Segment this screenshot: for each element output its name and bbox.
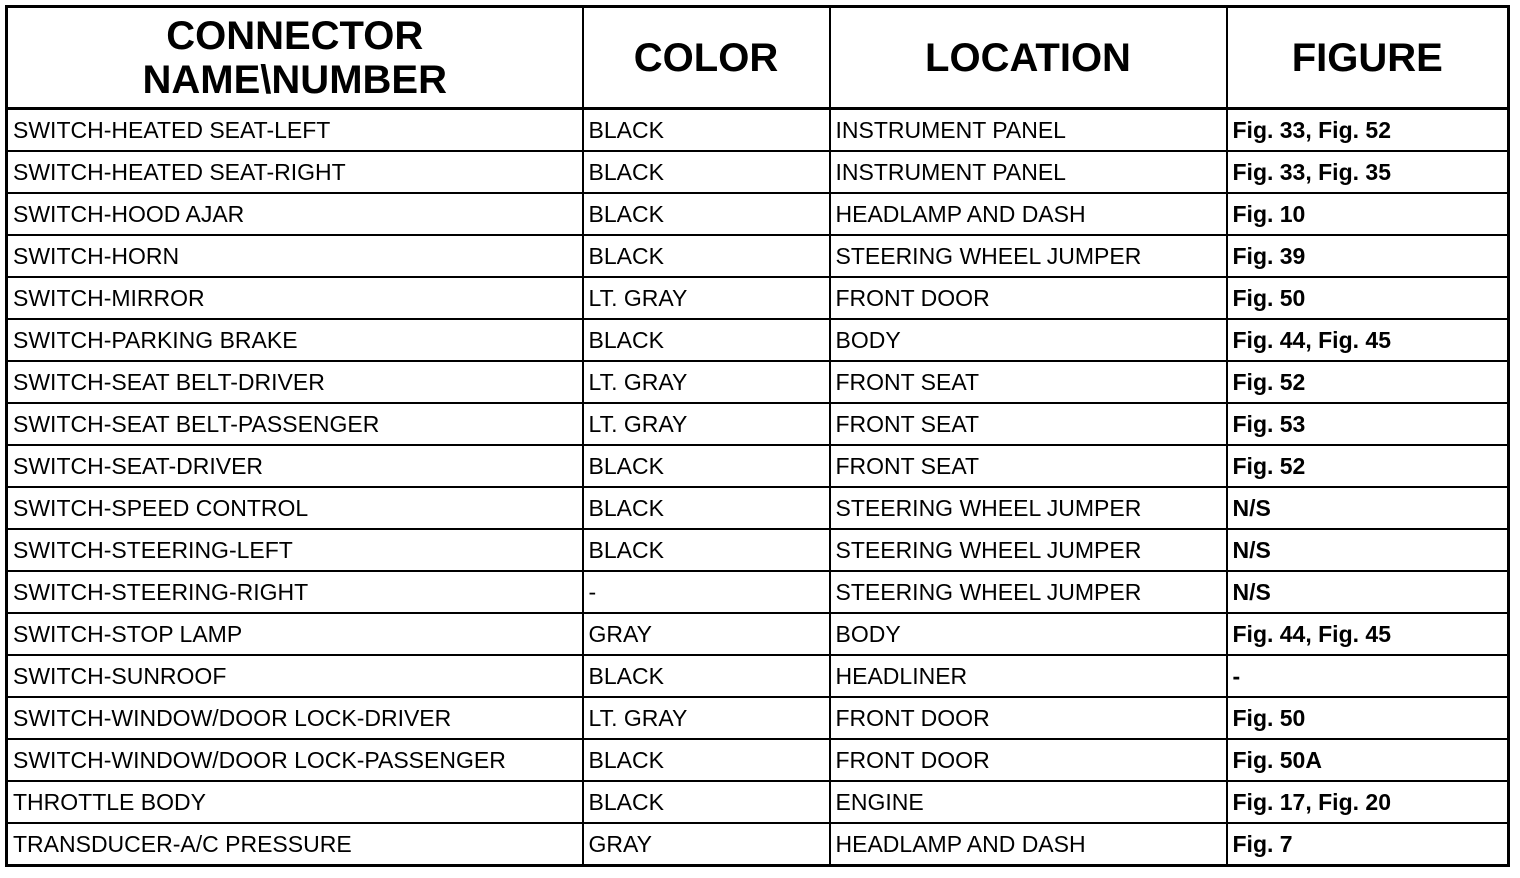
color-cell: LT. GRAY [583,361,830,403]
header-figure: FIGURE [1227,7,1509,109]
location-cell: BODY [830,319,1227,361]
location-cell: ENGINE [830,781,1227,823]
figure-cell: N/S [1227,571,1509,613]
color-cell: GRAY [583,613,830,655]
figure-cell: Fig. 50A [1227,739,1509,781]
connector-name-cell: SWITCH-SUNROOF [7,655,583,697]
color-cell: LT. GRAY [583,697,830,739]
table-row [7,403,1509,445]
figure-cell: N/S [1227,529,1509,571]
connector-name-cell: SWITCH-SEAT BELT-DRIVER [7,361,583,403]
location-cell: FRONT DOOR [830,739,1227,781]
figure-cell: Fig. 7 [1227,823,1509,866]
connector-name-cell: SWITCH-PARKING BRAKE [7,319,583,361]
location-cell: BODY [830,613,1227,655]
color-cell: BLACK [583,739,830,781]
table-row [7,109,1509,152]
location-cell: INSTRUMENT PANEL [830,109,1227,152]
connector-name-cell: SWITCH-STEERING-RIGHT [7,571,583,613]
connector-name-cell: SWITCH-HORN [7,235,583,277]
color-cell: BLACK [583,781,830,823]
table-row [7,361,1509,403]
color-cell: BLACK [583,445,830,487]
location-cell: FRONT SEAT [830,445,1227,487]
table-row [7,529,1509,571]
location-cell: HEADLAMP AND DASH [830,823,1227,866]
location-cell: STEERING WHEEL JUMPER [830,571,1227,613]
figure-cell: Fig. 52 [1227,361,1509,403]
location-cell: STEERING WHEEL JUMPER [830,235,1227,277]
location-cell: HEADLAMP AND DASH [830,193,1227,235]
color-cell: - [583,571,830,613]
header-connector-name [7,7,583,109]
connector-name-cell: SWITCH-MIRROR [7,277,583,319]
table-row [7,613,1509,655]
figure-cell: N/S [1227,487,1509,529]
figure-cell: Fig. 33, Fig. 52 [1227,109,1509,152]
header-location: LOCATION [830,7,1227,109]
connector-name-cell: TRANSDUCER-A/C PRESSURE [7,823,583,866]
figure-cell: Fig. 50 [1227,277,1509,319]
header-connector-line2: NAME\NUMBER [142,57,447,102]
location-cell: FRONT DOOR [830,697,1227,739]
table-row [7,151,1509,193]
figure-cell: Fig. 52 [1227,445,1509,487]
connector-name-cell: SWITCH-STOP LAMP [7,613,583,655]
connector-name-cell: SWITCH-HEATED SEAT-LEFT [7,109,583,152]
figure-cell: Fig. 10 [1227,193,1509,235]
table-row [7,319,1509,361]
figure-cell: Fig. 44, Fig. 45 [1227,319,1509,361]
table-body [7,109,1509,866]
location-cell: FRONT SEAT [830,361,1227,403]
connector-table [5,5,1510,867]
figure-cell: Fig. 44, Fig. 45 [1227,613,1509,655]
color-cell: BLACK [583,109,830,152]
table-row [7,277,1509,319]
connector-name-cell: SWITCH-STEERING-LEFT [7,529,583,571]
color-cell: BLACK [583,487,830,529]
connector-name-cell: SWITCH-WINDOW/DOOR LOCK-PASSENGER [7,739,583,781]
table-row [7,193,1509,235]
location-cell: STEERING WHEEL JUMPER [830,487,1227,529]
color-cell: LT. GRAY [583,277,830,319]
connector-name-cell: SWITCH-WINDOW/DOOR LOCK-DRIVER [7,697,583,739]
figure-cell: Fig. 39 [1227,235,1509,277]
figure-cell: Fig. 50 [1227,697,1509,739]
connector-name-cell: THROTTLE BODY [7,781,583,823]
figure-cell: - [1227,655,1509,697]
location-cell: INSTRUMENT PANEL [830,151,1227,193]
header-connector-line1: CONNECTOR [166,13,424,58]
table-row [7,781,1509,823]
color-cell: GRAY [583,823,830,866]
connector-name-cell: SWITCH-HEATED SEAT-RIGHT [7,151,583,193]
table-row [7,445,1509,487]
figure-cell: Fig. 53 [1227,403,1509,445]
table-row [7,571,1509,613]
color-cell: BLACK [583,319,830,361]
table-row [7,655,1509,697]
color-cell: BLACK [583,235,830,277]
color-cell: BLACK [583,151,830,193]
connector-name-cell: SWITCH-HOOD AJAR [7,193,583,235]
connector-name-cell: SWITCH-SEAT BELT-PASSENGER [7,403,583,445]
location-cell: FRONT DOOR [830,277,1227,319]
table-row [7,697,1509,739]
figure-cell: Fig. 17, Fig. 20 [1227,781,1509,823]
connector-name-cell: SWITCH-SEAT-DRIVER [7,445,583,487]
figure-cell: Fig. 33, Fig. 35 [1227,151,1509,193]
header-color: COLOR [583,7,830,109]
color-cell: BLACK [583,529,830,571]
color-cell: BLACK [583,655,830,697]
location-cell: HEADLINER [830,655,1227,697]
connector-name-cell: SWITCH-SPEED CONTROL [7,487,583,529]
table-row [7,739,1509,781]
color-cell: LT. GRAY [583,403,830,445]
table-row [7,235,1509,277]
table-row [7,487,1509,529]
location-cell: STEERING WHEEL JUMPER [830,529,1227,571]
table-header-row [7,7,1509,109]
color-cell: BLACK [583,193,830,235]
location-cell: FRONT SEAT [830,403,1227,445]
table-row [7,823,1509,866]
